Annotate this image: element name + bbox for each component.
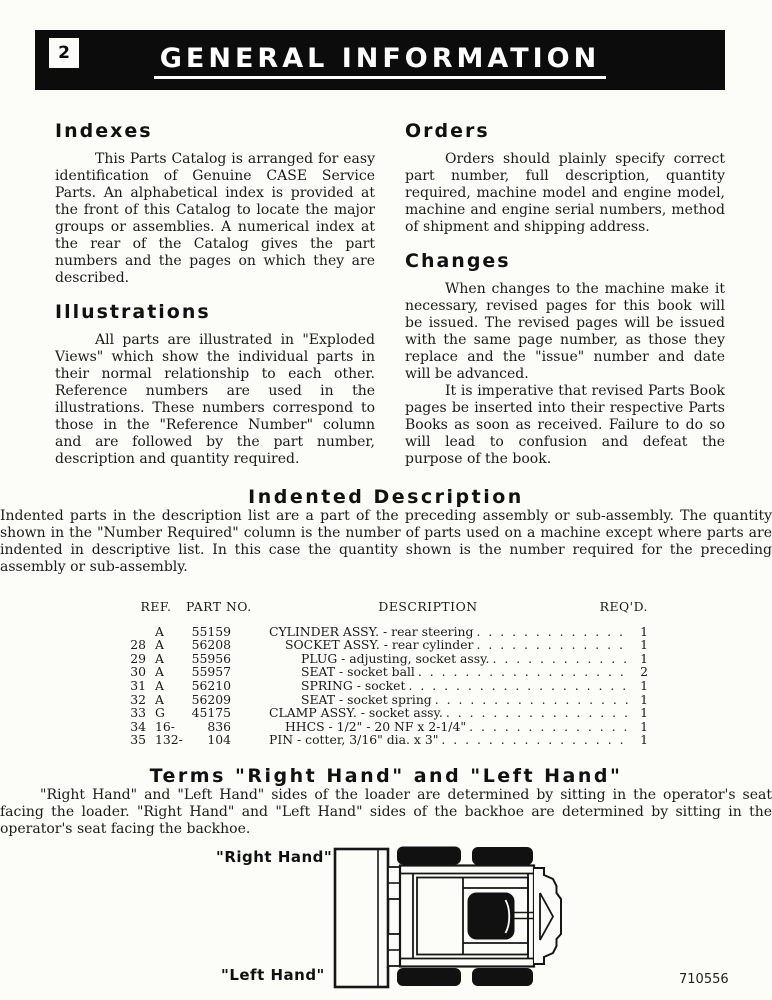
cell-prefix: A <box>155 623 164 639</box>
cell-prefix: A <box>155 650 164 666</box>
cell-reqd: 1 <box>640 637 648 653</box>
illustrations-heading: Illustrations <box>55 301 211 323</box>
orders-heading: Orders <box>405 120 490 142</box>
cell-part: 55957 <box>191 664 231 680</box>
cell-ref: 31 <box>130 677 146 693</box>
table-row <box>126 652 648 666</box>
cell-reqd: 1 <box>640 650 648 666</box>
cell-ref: 34 <box>130 718 146 734</box>
wheel-front-left <box>397 968 461 986</box>
description-text: CLAMP ASSY. - socket assy. <box>269 705 443 721</box>
cell-description <box>269 706 634 720</box>
dot-leader <box>476 638 631 652</box>
hand-orientation-diagram <box>0 846 772 1000</box>
cell-prefix: A <box>155 637 164 653</box>
wheel-rear-left <box>472 968 533 986</box>
form-number: 710556 <box>679 971 729 987</box>
table-row <box>126 706 648 720</box>
page-header-bar <box>35 30 725 90</box>
parts-table-header <box>126 600 648 614</box>
description-text: CYLINDER ASSY. - rear steering <box>269 623 474 639</box>
dot-leader <box>469 720 631 734</box>
terms-paragraph: "Right Hand" and "Left Hand" sides of the loader are determined by sitting in the operator's seat facing the loader. "Right Hand" and "Left Hand" sides of the backhoe are determined by sitting in the operator's seat facing the backhoe. <box>0 786 772 837</box>
cell-part: 56208 <box>191 637 231 653</box>
left-column <box>55 120 375 468</box>
parts-table <box>126 600 648 747</box>
changes-heading: Changes <box>405 250 511 272</box>
cell-reqd: 1 <box>640 691 648 707</box>
table-row <box>126 638 648 652</box>
description-text: HHCS - 1/2" - 20 NF x 2-1/4" <box>285 718 467 734</box>
dot-leader <box>418 665 631 679</box>
cell-ref: 35 <box>130 732 146 748</box>
indented-description-paragraph: Indented parts in the description list are a part of the preceding assembly or sub-assembly. The quantity shown in the "Number Required" column is the number of parts used on a machine except where parts are indented in descriptive list. In this case the quantity shown is the number required for the preceding assembly or sub-assembly. <box>0 508 772 575</box>
cell-reqd: 2 <box>640 664 648 680</box>
table-row <box>126 625 648 639</box>
cell-prefix: A <box>155 691 164 707</box>
wheel-rear-right <box>472 847 533 865</box>
header-description: DESCRIPTION <box>378 599 478 614</box>
indexes-heading: Indexes <box>55 120 153 142</box>
indexes-paragraph: This Parts Catalog is arranged for easy identification of Genuine CASE Service Parts. An alphabetical index is provided at the front of this Catalog to locate the major groups or assemblies. A numerical index at the rear of the Catalog gives the part numbers and the pages on which they are described. <box>55 151 375 286</box>
cell-description <box>269 625 634 639</box>
cell-part: 45175 <box>191 705 231 721</box>
cell-reqd: 1 <box>640 732 648 748</box>
dot-leader <box>446 706 631 720</box>
cell-description <box>269 652 634 666</box>
cell-prefix: G <box>155 705 165 721</box>
description-text: SEAT - socket spring <box>301 691 432 707</box>
table-row <box>126 693 648 707</box>
wheel-front-right <box>397 846 461 864</box>
illustrations-paragraph: All parts are illustrated in "Exploded Views" which show the individual parts in their normal relationship to each other. Reference numbers are used in the illustrations. These numbers correspond to those in the "Reference Number" column and are followed by the part number, description and quantity required. <box>55 332 375 467</box>
table-row <box>126 665 648 679</box>
cell-ref: 32 <box>130 691 146 707</box>
dot-leader <box>441 733 631 747</box>
table-row <box>126 733 648 747</box>
cell-prefix: 132- <box>155 732 183 748</box>
header-ref: REF. <box>140 599 172 614</box>
cell-reqd: 1 <box>640 705 648 721</box>
description-text: SEAT - socket ball <box>301 664 415 680</box>
cell-part: 104 <box>207 732 231 748</box>
description-text: SOCKET ASSY. - rear cylinder <box>285 637 474 653</box>
cell-ref: 30 <box>130 664 146 680</box>
cell-prefix: 16- <box>155 718 175 734</box>
cell-ref: 28 <box>130 637 146 653</box>
cell-prefix: A <box>155 664 164 680</box>
right-hand-label: "Right Hand" <box>216 847 333 866</box>
changes-paragraph-2: It is imperative that revised Parts Book pages be inserted into their respective Parts Books as soon as received. Failure to do so will lead to confusion and defeat the purpose of the book. <box>405 383 725 467</box>
dot-leader <box>408 679 631 693</box>
cell-ref: 29 <box>130 650 146 666</box>
changes-paragraph-1: When changes to the machine make it necessary, revised pages for this book will be issued. The revised pages will be issued with the same page number, as those they replace and the "issue" number and date will be advanced. <box>405 281 725 382</box>
cell-reqd: 1 <box>640 677 648 693</box>
terms-heading: Terms "Right Hand" and "Left Hand" <box>149 764 623 787</box>
table-row <box>126 720 648 734</box>
cell-part: 55956 <box>191 650 231 666</box>
cell-part: 836 <box>207 718 231 734</box>
indented-description-heading: Indented Description <box>248 486 524 508</box>
cell-description <box>269 665 634 679</box>
orders-paragraph: Orders should plainly specify correct part number, full description, quantity required, machine model and engine model, machine and engine serial numbers, method of shipment and shipping address. <box>405 151 725 235</box>
description-text: SPRING - socket <box>301 677 406 693</box>
page-number-box <box>49 38 79 68</box>
dot-leader <box>435 693 631 707</box>
cell-prefix: A <box>155 677 164 693</box>
cell-description <box>269 720 634 734</box>
loader-bucket <box>335 849 388 987</box>
left-hand-label: "Left Hand" <box>221 965 325 984</box>
cell-description <box>269 679 634 693</box>
cell-description <box>269 693 634 707</box>
cell-ref: 33 <box>130 705 146 721</box>
dot-leader <box>492 652 631 666</box>
two-column-section <box>55 120 725 468</box>
cell-part: 56210 <box>191 677 231 693</box>
cell-part: 55159 <box>191 623 231 639</box>
description-text: PIN - cotter, 3/16" dia. x 3" <box>269 732 439 748</box>
cell-part: 56209 <box>191 691 231 707</box>
cell-description <box>269 733 634 747</box>
dot-leader <box>476 625 631 639</box>
table-row <box>126 679 648 693</box>
operator-seat <box>468 892 515 939</box>
page-number: 2 <box>58 43 70 63</box>
cell-description <box>269 638 634 652</box>
tractor-top-view-illustration <box>333 846 565 994</box>
header-reqd: REQ'D. <box>599 599 648 614</box>
parts-table-body <box>126 625 648 747</box>
page-title: GENERAL INFORMATION <box>154 44 606 79</box>
cell-reqd: 1 <box>640 718 648 734</box>
right-column <box>405 120 725 468</box>
cell-reqd: 1 <box>640 623 648 639</box>
header-part-no: PART NO. <box>186 599 252 614</box>
description-text: PLUG - adjusting, socket assy. <box>301 650 490 666</box>
